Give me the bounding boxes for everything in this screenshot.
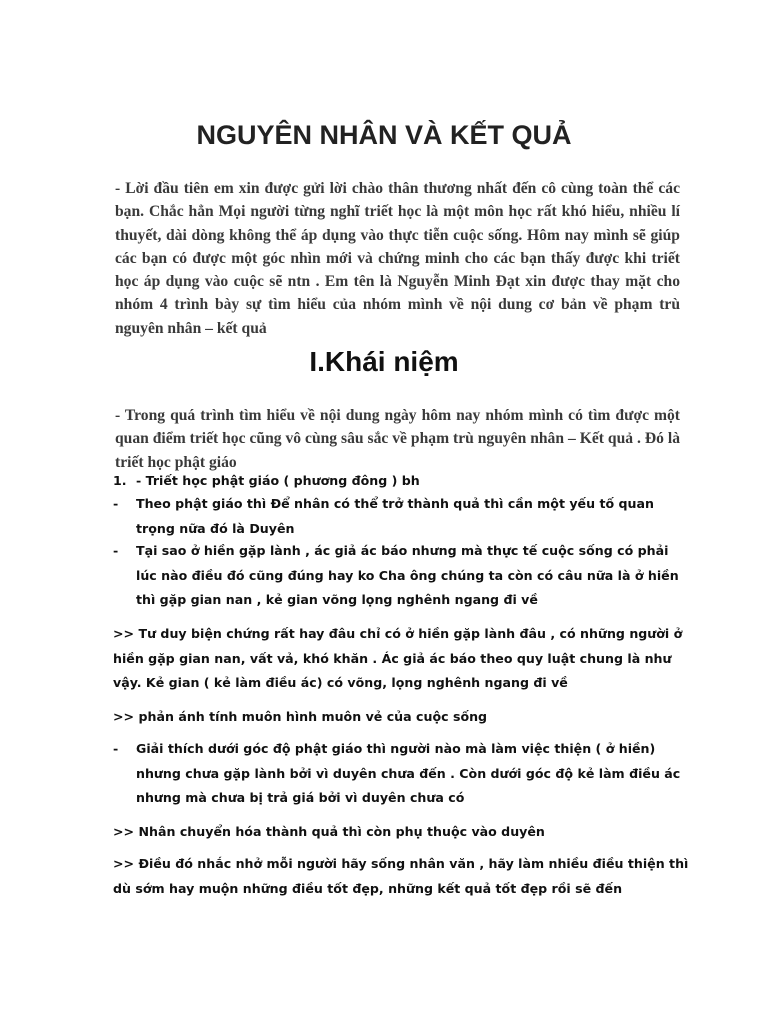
conclusion-paragraph: >> Tư duy biện chứng rất hay đâu chỉ có ở hiền gặp lành đâu , có những người ở hiền gặp gian nan, vất vả, khó khăn . Ác giả ác báo theo quy luật chung là như vậy. Kẻ gian ( kẻ làm điều ác) có võng, lọng nghênh ngang đi về: [113, 626, 683, 690]
conclusion-paragraph: >> phản ánh tính muôn hình muôn vẻ của cuộc sống: [113, 709, 488, 724]
list-item: [113, 492, 693, 541]
conclusion-paragraph: >> Điều đó nhắc nhở mỗi người hãy sống nhân văn , hãy làm nhiều điều thiện thì dù sớm hay muộn những điều tốt đẹp, những kết quả tốt đẹp rồi sẽ đến: [113, 856, 689, 896]
list-bullet: -: [113, 496, 119, 511]
intro-paragraph: - Lời đầu tiên em xin được gửi lời chào thân thương nhất đến cô cùng toàn thể các bạn. Chắc hẳn Mọi người từng nghĩ triết học là một môn học rất khó hiểu, nhiều lí thuyết, dài dòng không thể áp dụng vào thực tiễn cuộc sống. Hôm nay mình sẽ giúp các bạn có được một góc nhìn mới và chứng minh cho các bạn thấy được khi triết học áp dụng vào cuộc sẽ ntn . Em tên là Nguyễn Minh Đạt xin được thay mặt cho nhóm 4 trình bày sự tìm hiểu của nhóm mình về nội dung cơ bản về phạm trù nguyên nhân – kết quả: [115, 180, 680, 337]
list-bullet: -: [113, 741, 119, 756]
list-bullet: -: [113, 543, 119, 558]
list-number: 1.: [113, 473, 127, 488]
section-heading: I.Khái niệm: [309, 346, 459, 377]
document-title: NGUYÊN NHÂN VÀ KẾT QUẢ: [196, 120, 572, 150]
conclusion-paragraph: >> Nhân chuyển hóa thành quả thì còn phụ thuộc vào duyên: [113, 824, 545, 839]
list-item-text: Theo phật giáo thì Để nhân có thể trở thành quả thì cần một yếu tố quan trọng nữa đó là Duyên: [136, 496, 654, 536]
list-item: [113, 469, 693, 494]
section-intro-paragraph: - Trong quá trình tìm hiểu về nội dung ngày hôm nay nhóm mình có tìm được một quan điểm triết học cũng vô cùng sâu sắc về phạm trù nguyên nhân – Kết quả . Đó là triết học phật giáo: [115, 407, 680, 471]
list-item-text: - Triết học phật giáo ( phương đông ) bh: [136, 473, 420, 488]
list-item: [113, 539, 693, 613]
list-item-text: Giải thích dưới góc độ phật giáo thì người nào mà làm việc thiện ( ở hiền) nhưng chưa gặp lành bởi vì duyên chưa đến . Còn dưới góc độ kẻ làm điều ác nhưng mà chưa bị trả giá bởi vì duyên chưa có: [136, 741, 681, 805]
list-item-text: Tại sao ở hiền gặp lành , ác giả ác báo nhưng mà thực tế cuộc sống có phải lúc nào điều đó cũng đúng hay ko Cha ông chúng ta còn có câu nữa là ở hiền thì gặp gian nan , kẻ gian võng lọng nghênh ngang đi về: [136, 543, 679, 607]
list-item: [113, 737, 693, 811]
